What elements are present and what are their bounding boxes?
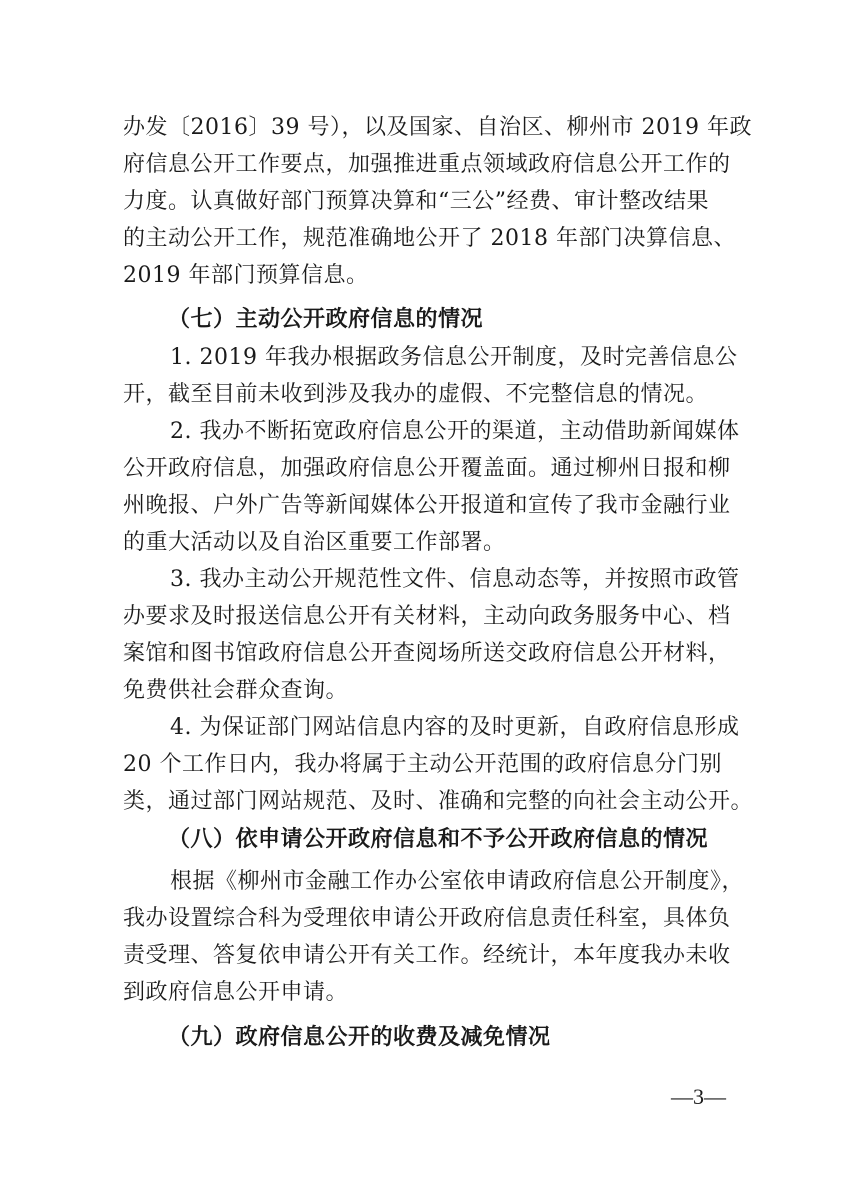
body-line: 公开政府信息，加强政府信息公开覆盖面。通过柳州日报和柳 (123, 456, 731, 481)
body-line: 1. 2019 年我办根据政务信息公开制度，及时完善信息公 (170, 345, 738, 370)
body-line: 府信息公开工作要点，加强推进重点领域政府信息公开工作的 (123, 152, 731, 177)
section-heading: （七）主动公开政府信息的情况 (168, 306, 484, 332)
body-line: 开，截至目前未收到涉及我办的虚假、不完整信息的情况。 (123, 382, 709, 407)
body-line: 到政府信息公开申请。 (123, 980, 349, 1005)
body-line: 力度。认真做好部门预算决算和“三公”经费、审计整改结果 (123, 189, 709, 214)
body-line: 根据《柳州市金融工作办公室依申请政府信息公开制度》， (170, 869, 745, 894)
body-line: 的重大活动以及自治区重要工作部署。 (123, 530, 506, 555)
body-line: 州晚报、户外广告等新闻媒体公开报道和宣传了我市金融行业 (123, 493, 731, 518)
page-number: —3— (671, 1084, 726, 1109)
body-line: 我办设置综合科为受理依申请公开政府信息责任科室，具体负 (123, 906, 731, 931)
section-heading: （八）依申请公开政府信息和不予公开政府信息的情况 (168, 826, 709, 852)
body-line: 类，通过部门网站规范、及时、准确和完整的向社会主动公开。 (123, 789, 754, 814)
body-line: 的主动公开工作，规范准确地公开了 2018 年部门决算信息、 (123, 226, 736, 251)
body-line: 免费供社会群众查询。 (123, 678, 349, 703)
body-line: 案馆和图书馆政府信息公开查阅场所送交政府信息公开材料， (123, 641, 731, 666)
body-line: 4. 为保证部门网站信息内容的及时更新，自政府信息形成 (170, 715, 740, 740)
body-line: 责受理、答复依申请公开有关工作。经统计，本年度我办未收 (123, 943, 731, 968)
section-heading: （九）政府信息公开的收费及减免情况 (168, 1024, 551, 1050)
body-line: 办要求及时报送信息公开有关材料，主动向政务服务中心、档 (123, 604, 731, 629)
body-line: 2019 年部门预算信息。 (123, 263, 369, 288)
body-line: 办发〔2016〕39 号），以及国家、自治区、柳州市 2019 年政 (123, 115, 752, 140)
body-line: 3. 我办主动公开规范性文件、信息动态等，并按照市政管 (170, 567, 740, 592)
body-line: 20 个工作日内，我办将属于主动公开范围的政府信息分门别 (123, 752, 722, 777)
body-line: 2. 我办不断拓宽政府信息公开的渠道，主动借助新闻媒体 (170, 419, 740, 444)
